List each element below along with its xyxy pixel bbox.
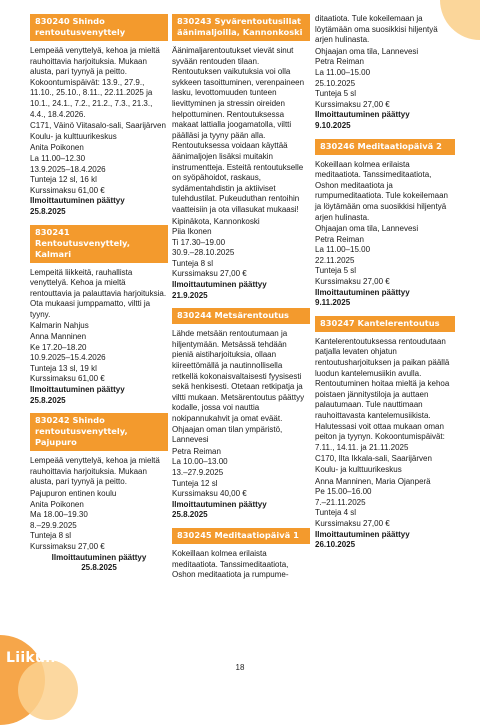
course-description: Äänimaljarentoutukset vievät sinut syvään rentouden tilaan. Rentoutuksen vaikutuksia voi olla sykkeen tasoittuminen, verenpaineen lasku, levottomuuden tunteen lievittyminen ja stressin oireiden helpottuminen. Rentoutuksessa makaat lattialla joogamatolla, viltti päälläsi ja tyyny pään alla. Rentoutuksessa voidaan käyttää äänimaljojen lisäksi muitakin instrumentteja. Esteitä rentoutukselle on syöpähoidot, raskaus, sydämentahdistin ja aktiiviset tulehdustilat. Pukeuduthan rentoihin vaatteisiin ja ota villasukat mukaasi!: [172, 46, 305, 214]
course-location: Ohjaajan oma tila, Lannevesi: [315, 224, 419, 234]
course-description: Lähde metsään rentoutumaan ja hiljentymään. Metsässä tehdään pieniä aistiharjoituksia, ollaan kiireettömällä ja nautinnollisella retkellä kokonaisvaltaisesti fyysisesti sekä henkisesti. Otetaan retkipatja ja viltti mukaan. Metsärentoutus päättyy kodalle, jossa voi nauttia nokipannukahvit ja omat eväät. Ohjaajan oman tilan ympäristö, Lannevesi: [172, 329, 305, 445]
course-location: C170, Ilta Ikkala-sali, Saarijärven Koulu- ja kulttuurikeskus: [315, 454, 432, 474]
course-hours: Tunteja 4 sl: [315, 508, 357, 518]
course-time: La 11.00–15.00: [315, 245, 371, 255]
course-hours: Tunteja 8 sl: [172, 258, 214, 268]
deadline-date: 25.8.2025: [81, 563, 117, 573]
deadline-date: 25.8.2025: [172, 510, 208, 520]
course-fee: Kurssimaksu 27,00 €: [172, 269, 247, 279]
deadline-label: Ilmoittautuminen päättyy: [315, 110, 410, 120]
course-830241: [30, 225, 168, 407]
course-hours: Tunteja 12 sl: [172, 478, 218, 488]
course-title: 830241 Rentoutusvenyttely, Kalmari: [30, 225, 168, 263]
course-fee: Kurssimaksu 27,00 €: [315, 518, 390, 528]
deadline-label: Ilmoittautuminen päättyy: [315, 529, 410, 539]
course-fee: Kurssimaksu 61,00 €: [30, 374, 105, 384]
course-time: La 11.00–12.30: [30, 153, 86, 163]
course-title: 830244 Metsärentoutus: [172, 308, 310, 324]
course-title: 830240 Shindo rentoutusvenyttely: [30, 14, 168, 41]
column-1: [30, 14, 168, 581]
deadline-label: Ilmoittautuminen päättyy: [172, 499, 267, 509]
deadline-date: 26.10.2025: [315, 540, 356, 550]
course-teacher: Petra Reiman: [172, 446, 221, 456]
course-description: Kokeillaan kolmea erilaista meditaatiota. Tanssimeditaatiota, Oshon meditaatiota ja rumpume-: [172, 548, 289, 580]
course-time: Ke 17.20–18.20: [30, 342, 87, 352]
course-title: 830245 Meditaatiopäivä 1: [172, 528, 310, 544]
course-time: Ma 18.00–19.30: [30, 510, 88, 520]
course-description: ditaatiota. Tule kokeilemaan ja löytämään oma suosikkisi hiljentyä arjen hulinasta.: [315, 14, 438, 45]
course-location: Ohjaajan oma tila, Lannevesi: [315, 46, 419, 56]
deadline-date: 9.11.2025: [315, 298, 351, 308]
course-hours: Tunteja 5 sl: [315, 89, 357, 99]
brand-label: Liikunta: [6, 650, 73, 666]
column-2: [172, 14, 310, 588]
course-title: 830243 Syvärentoutusillat äänimaljoilla, Kannonkoski: [172, 14, 310, 41]
course-830246: [315, 139, 455, 309]
course-830243: [172, 14, 310, 301]
course-description: Lempeitä liikkeitä, rauhallista venyttelyä. Kehoa ja mieltä rentouttavia ja palauttavia harjoituksia. Ota mukaasi jumppamatto, viltti ja tyyny.: [30, 267, 167, 319]
course-location: C171, Väinö Viitasalo-sali, Saarijärven Koulu- ja kulttuurikeskus: [30, 121, 166, 141]
course-dates: 10.9.2025–15.4.2026: [30, 353, 106, 363]
course-teacher: Petra Reiman: [315, 234, 364, 244]
course-location: Pajupuron entinen koulu: [30, 489, 117, 498]
deadline-date: 9.10.2025: [315, 120, 351, 130]
course-time: La 11.00–15.00: [315, 67, 371, 77]
course-830245-continued: [315, 14, 455, 132]
course-hours: Tunteja 8 sl: [30, 531, 72, 541]
course-830245: [172, 528, 310, 581]
course-time: Ti 17.30–19.00: [172, 237, 226, 247]
course-teacher: Piia Ikonen: [172, 227, 212, 237]
course-hours: Tunteja 13 sl, 19 kl: [30, 363, 97, 373]
course-830244: [172, 308, 310, 521]
course-fee: Kurssimaksu 40,00 €: [172, 489, 247, 499]
page-number: 18: [235, 663, 245, 672]
course-dates: 30.9.–28.10.2025: [172, 248, 235, 258]
course-hours: Tunteja 12 sl, 16 kl: [30, 175, 97, 185]
deadline-label: Ilmoittautuminen päättyy: [315, 287, 410, 297]
deadline-label: Ilmoittautuminen päättyy: [30, 385, 125, 395]
course-description: Lempeää venyttelyä, kehoa ja mieltä rauhoittavia harjoituksia. Mukaan alusta, pari tyynyä ja peitto. Kokoontumispäivät: 13.9., 27.9., 11.10., 25.10., 8.11., 22.11.2025 ja 10.1., 24.1., 7.2., 21.2., 7.3., 21.3., 4.4., 18.4.2026.: [30, 46, 160, 119]
column-3: [315, 14, 455, 558]
course-830242: [30, 413, 168, 574]
course-dates: 22.11.2025: [315, 255, 355, 265]
course-830240: [30, 14, 168, 218]
course-title: 830242 Shindo rentoutusvenyttely, Pajupuro: [30, 413, 168, 451]
deadline-date: 21.9.2025: [172, 290, 208, 300]
course-teacher: Anita Poikonen: [30, 143, 84, 153]
course-830247: [315, 316, 455, 551]
deadline-date: 25.8.2025: [30, 206, 66, 216]
course-dates: 13.–27.9.2025: [172, 467, 224, 477]
deadline-label: Ilmoittautuminen päättyy: [172, 280, 267, 290]
course-dates: 8.–29.9.2025: [30, 520, 77, 530]
deadline-date: 25.8.2025: [30, 395, 66, 405]
course-dates: 25.10.2025: [315, 78, 356, 88]
course-description: Lempeää venyttelyä, kehoa ja mieltä rauhoittavia harjoituksia. Mukaan alusta, pari tyynyä ja peitto.: [30, 456, 160, 487]
course-fee: Kurssimaksu 27,00 €: [315, 277, 390, 287]
course-hours: Tunteja 5 sl: [315, 266, 357, 276]
course-teacher: Anna Manninen, Maria Ojanperä: [315, 476, 431, 486]
course-dates: 13.9.2025–18.4.2026: [30, 164, 106, 174]
deadline-label: Ilmoittautuminen päättyy: [51, 552, 147, 562]
course-description: Kantelerentoutuksessa rentoudutaan patjalla levaten ohjatun rentoutusharjoituksen ja paikan päällä luodun kantelemusiikin avulla. Rentoutuminen hoitaa mieltä ja kehoa poistaen jännitystiloja ja auttaen palautumaan. Tule nauttimaan rauhoittavasta kantelemusiikista. Halutessasi voit ottaa mukaan oman peiton ja tyynyn. Kokoontumispäivät: 7.11., 14.11. ja 21.11.2025: [315, 336, 450, 452]
course-title: 830246 Meditaatiopäivä 2: [315, 139, 455, 155]
course-title: 830247 Kantelerentoutus: [315, 316, 455, 332]
course-fee: Kurssimaksu 27,00 €: [315, 99, 390, 109]
course-fee: Kurssimaksu 27,00 €: [30, 541, 105, 551]
course-time: La 10.00–13.00: [172, 457, 228, 467]
course-teacher: Anita Poikonen: [30, 499, 84, 509]
course-teacher: Anna Manninen: [30, 332, 87, 342]
deadline-label: Ilmoittautuminen päättyy: [30, 196, 125, 206]
course-location: Kipinäkota, Kannonkoski: [172, 216, 260, 226]
course-time: Pe 15.00–16.00: [315, 487, 372, 497]
course-teacher: Petra Reiman: [315, 57, 364, 67]
course-location: Kalmarin Nahjus: [30, 321, 89, 331]
course-dates: 7.–21.11.2025: [315, 497, 366, 507]
course-description: Kokeillaan kolmea erilaista meditaatiota. Tanssimeditaatiota, Oshon meditaatiota ja rumpumeditaatiota. Tule kokeilemaan ja löytämään oma suosikkisi hiljentyä arjen hulinasta.: [315, 159, 448, 222]
course-fee: Kurssimaksu 61,00 €: [30, 185, 105, 195]
